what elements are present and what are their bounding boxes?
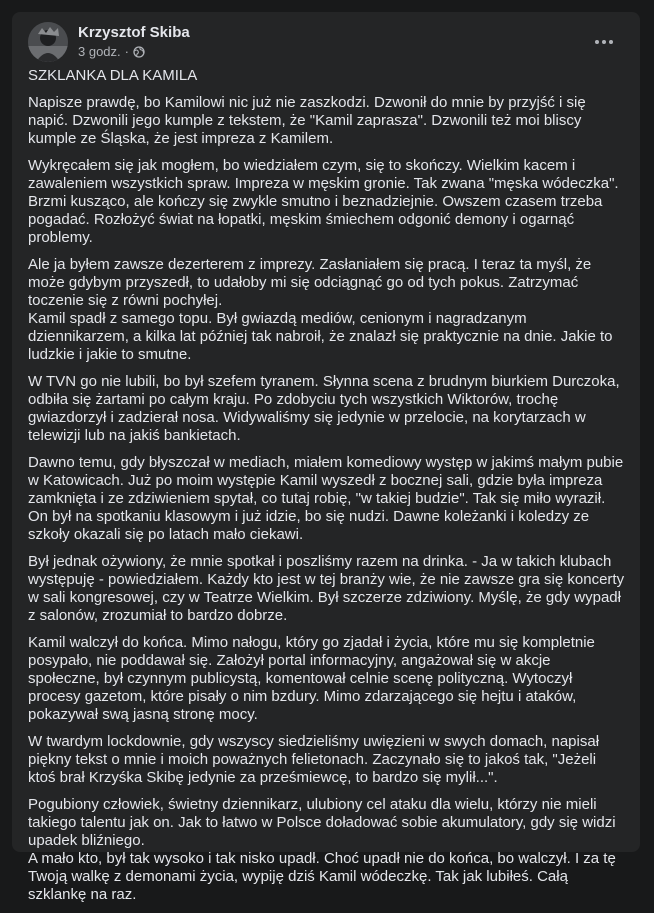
paragraph-line: Wykręcałem się jak mogłem, bo wiedziałem czym, się to skończy. Wielkim kacem i zawaleniem wszystkich spraw. Impreza w męskim gronie. Tak zwana "męska wódeczka". Brzmi kusząco, ale kończy się zwykle smutno i beznadziejnie. Owszem czasem trzeba pogadać. Rozłożyć świat na łopatki, męskim śmiechem odgonić demony i ogarnąć problemy.	[28, 157, 619, 246]
author-name[interactable]: Krzysztof Skiba	[78, 24, 190, 41]
post-paragraphs	[28, 94, 626, 904]
post-header	[28, 22, 624, 62]
more-options-icon[interactable]	[588, 30, 620, 54]
paragraph-line: Kamil walczył do końca. Mimo nałogu, który go zjadał i życia, które mu się kompletnie posypało, nie poddawał się. Założył portal informacyjny, angażował się w akcje społeczne, był czynnym publicystą, komentował celnie scenę polityczną. Wytoczył procesy gazetom, które pisały o nim bzdury. Mimo zdarzającego się hejtu i ataków, pokazywał swą jasną stronę mocy.	[28, 634, 595, 723]
paragraph-line: Pogubiony człowiek, świetny dziennikarz, ulubiony cel ataku dla wielu, którzy nie mieli takiego talentu jak on. Jak to łatwo w Polsce doładować sobie akumulatory, gdy się widzi upadek bliźniego.	[28, 796, 616, 849]
post-paragraph	[28, 796, 626, 904]
paragraph-line: Napisze prawdę, bo Kamilowi nic już nie zaszkodzi. Dzwonił do mnie by przyjść i się napić. Dzwonili jego kumple z tekstem, że "Kamil zaprasza". Dzwonili też moi bliscy kumple ze Śląska, że jest impreza z Kamilem.	[28, 94, 586, 147]
post-title: SZKLANKA DLA KAMILA	[28, 67, 198, 84]
paragraph-line: Kamil spadł z samego topu. Był gwiazdą mediów, cenionym i nagradzanym dziennikarzem, a kilka lat później tak nabroił, że znalazł się praktycznie na dnie. Jakie to ludzkie i jakie to smutne.	[28, 310, 613, 363]
avatar-image	[28, 22, 68, 62]
post-paragraph	[28, 733, 626, 787]
paragraph-line: Dawno temu, gdy błyszczał w mediach, miałem komediowy występ w jakimś małym pubie w Katowicach. Już po moim występie Kamil wyszedł z bocznej sali, gdzie była impreza zamknięta i ze zdziwieniem spytał, co tutaj robię, "w takiej budzie". Tak się miło wyraził. On był na spotkaniu klasowym i już idzie, bo się nudzi. Dawne koleżanki i koledzy ze szkoły okazali się po latach mało ciekawi.	[28, 454, 624, 543]
paragraph-line: W twardym lockdownie, gdy wszyscy siedzieliśmy uwięzieni w swych domach, napisał piękny tekst o mnie i moich poważnych felietonach. Zaczynało się to jakoś tak, "Jeżeli ktoś brał Krzyśka Skibę jedynie za prześmiewcę, to bardzo się mylił...".	[28, 733, 600, 786]
paragraph-line: W TVN go nie lubili, bo był szefem tyranem. Słynna scena z brudnym biurkiem Durczoka, odbiła się żartami po całym kraju. Po zdobyciu tych wszystkich Wiktorów, trochę gwiazdorzył i zadzierał nosa. Widywaliśmy się jedynie w przelocie, na korytarzach w telewizji lub na jakiś bankietach.	[28, 373, 620, 444]
post-paragraph	[28, 373, 626, 445]
paragraph-line: A mało kto, był tak wysoko i tak nisko upadł. Choć upadł nie do końca, bo walczył. I za tę Twoją walkę z demonami życia, wypiję dziś Kamil wódeczkę. Tak jak lubiłeś. Całą szklankę na raz.	[28, 850, 616, 903]
post-paragraph	[28, 94, 626, 148]
post-paragraph	[28, 454, 626, 544]
globe-icon[interactable]	[133, 46, 145, 58]
post-meta	[78, 44, 145, 59]
paragraph-line: Był jednak ożywiony, że mnie spotkał i poszliśmy razem na drinka. - Ja w takich klubach występuję - powiedziałem. Każdy kto jest w tej branży wie, że nie zawsze gra się koncerty w sali kongresowej, czy w Teatrze Wielkim. Był szczerze zdziwiony. Myślę, że gdy wypadł z salonów, zrozumiał to bardzo dobrze.	[28, 553, 625, 624]
post-paragraph	[28, 553, 626, 625]
paragraph-line: Ale ja byłem zawsze dezerterem z imprezy. Zasłaniałem się pracą. I teraz ta myśl, że może gdybym przyszedł, to udałoby mi się odciągnąć go od tych pokus. Zatrzymać toczenie się z równi pochyłej.	[28, 256, 592, 309]
post-content	[28, 67, 626, 913]
avatar[interactable]	[28, 22, 68, 62]
post-time[interactable]: 3 godz.	[78, 44, 121, 59]
post-card	[12, 12, 640, 903]
post-paragraph	[28, 157, 626, 247]
meta-separator: ·	[124, 44, 129, 59]
post-paragraph	[28, 634, 626, 724]
post-paragraph	[28, 256, 626, 364]
